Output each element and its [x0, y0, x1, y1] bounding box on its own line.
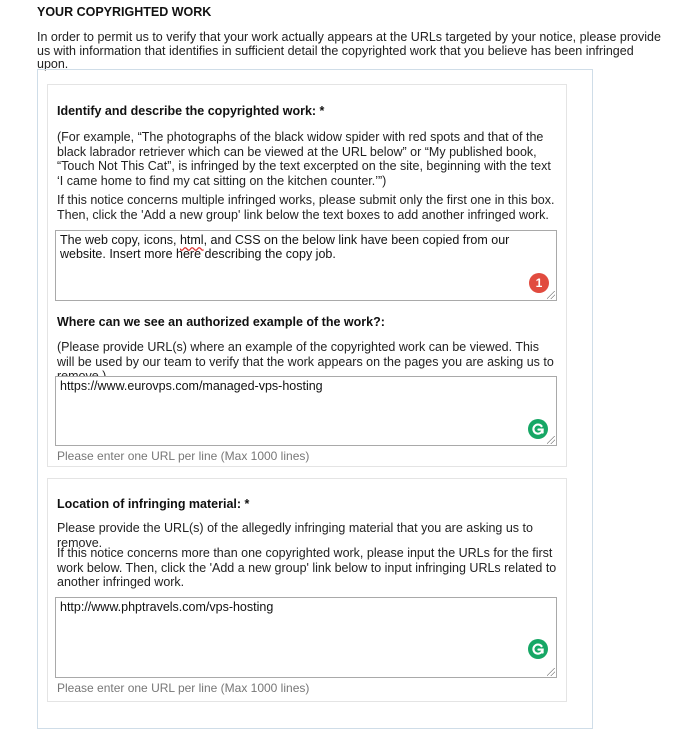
- identify-work-text-1: The web copy, icons,: [60, 233, 180, 247]
- resize-handle[interactable]: [547, 668, 555, 676]
- authorized-url-value: https://www.eurovps.com/managed-vps-hosting: [60, 379, 323, 393]
- section-intro: In order to permit us to verify that your work actually appears at the URLs targeted by your notice, please provide us with information that identifies in sufficient detail the copyrighted work that you believe has been infringed upon.: [37, 30, 661, 71]
- grammarly-icon[interactable]: [528, 639, 548, 659]
- section-title: YOUR COPYRIGHTED WORK: [37, 5, 212, 19]
- identify-work-textarea[interactable]: [55, 230, 557, 301]
- authorized-example-label: Where can we see an authorized example of the work?:: [57, 315, 385, 329]
- grammarly-g-icon: [528, 419, 548, 439]
- infringing-location-instructions: Please provide the URL(s) of the allegedly infringing material that you are asking us to remove.: [57, 521, 533, 550]
- resize-handle[interactable]: [547, 436, 555, 444]
- resize-handle[interactable]: [547, 291, 555, 299]
- infringing-location-multiple-note: If this notice concerns more than one copyrighted work, please input the URLs for the first work below. Then, click the 'Add a new group' link below to input infringing URLs related to another infringed work.: [57, 546, 557, 589]
- spelling-alert-badge[interactable]: 1: [529, 273, 549, 293]
- misspelled-word[interactable]: html: [179, 233, 204, 247]
- infringing-url-textarea[interactable]: [55, 597, 557, 678]
- identify-work-text-2: , and CSS on the below link have been copied from our website. Insert more here describing the copy job.: [60, 233, 513, 261]
- identify-work-example: (For example, “The photographs of the black widow spider with red spots and that of the black labrador retriever which can be viewed at the URL below” or “My published book, “Touch Not This Cat”, is infringed by the text excerpted on the site, beginning with the text ‘I came home to find my cat sitting on the kitchen counter.’”): [57, 130, 551, 188]
- grammarly-g-icon: [528, 639, 548, 659]
- grammarly-icon[interactable]: [528, 419, 548, 439]
- infringing-location-label: Location of infringing material: *: [57, 497, 250, 511]
- infringing-url-value: http://www.phptravels.com/vps-hosting: [60, 600, 274, 614]
- identify-work-label: Identify and describe the copyrighted work: *: [57, 104, 325, 118]
- authorized-example-instructions: (Please provide URL(s) where an example of the copyrighted work can be viewed. This will be used by our team to verify that the work appears on the pages you are asking us to: [57, 340, 554, 369]
- authorized-url-textarea[interactable]: [55, 376, 557, 446]
- infringing-url-hint: Please enter one URL per line (Max 1000 lines): [57, 681, 310, 695]
- authorized-url-hint: Please enter one URL per line (Max 1000 lines): [57, 449, 310, 463]
- identify-work-multiple-note: If this notice concerns multiple infringed works, please submit only the first one in this box. Then, click the 'Add a new group' link below the text boxes to add another infringed work.: [57, 193, 555, 222]
